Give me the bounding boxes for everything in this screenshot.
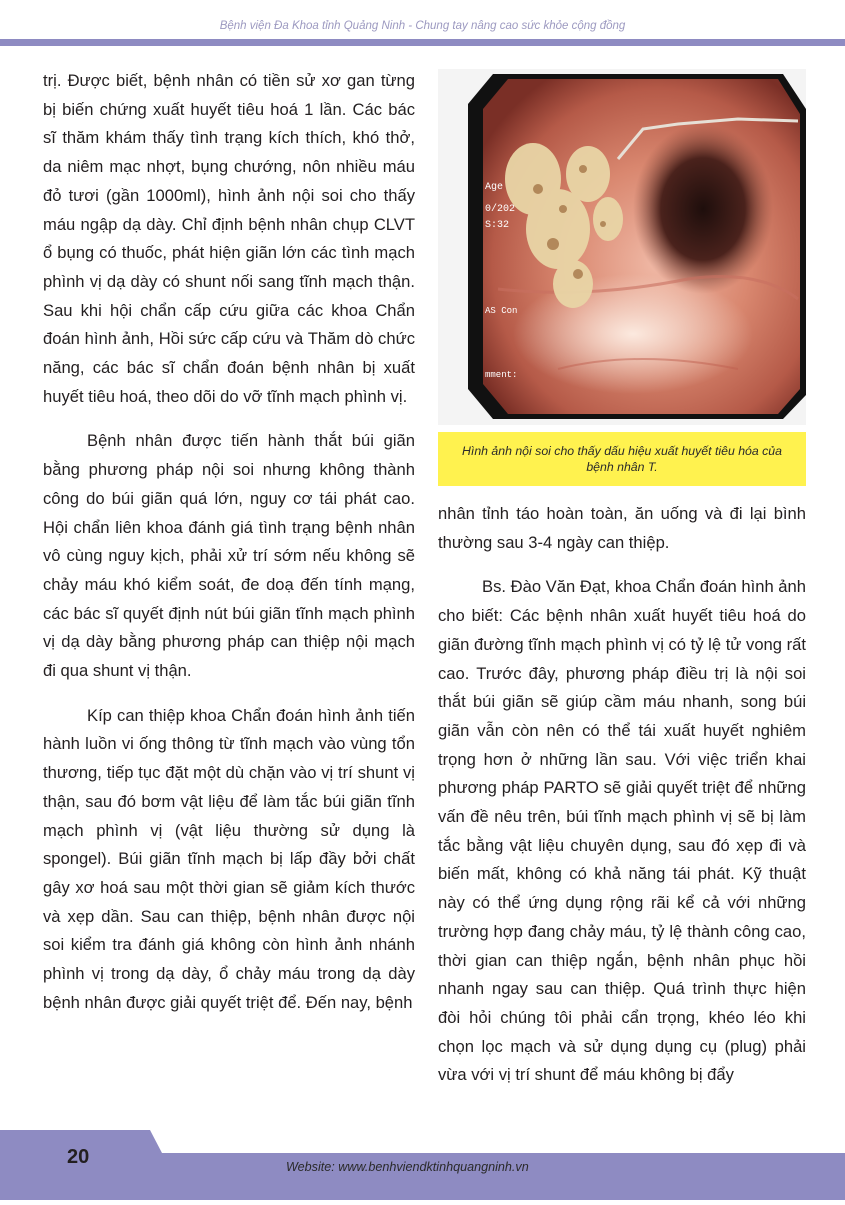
paragraph: nhân tỉnh táo hoàn toàn, ăn uống và đi lại bình thường sau 3-4 ngày can thiệp. [438, 504, 806, 552]
page-number: 20 [67, 1146, 90, 1168]
paragraph: Bs. Đào Văn Đạt, khoa Chẩn đoán hình ảnh cho biết: Các bệnh nhân xuất huyết tiêu hoá do giãn đường tĩnh mạch phình vị có tỷ lệ tử vong rất cao. Trước đây, phương pháp điều trị là nội soi thắt búi giãn sẽ giúp cầm máu nhanh, song búi giãn vẫn còn nên có thể tái xuất huyết nghiêm trọng hơn ở những lần sau. Với việc triển khai phương pháp PARTO sẽ giải quyết triệt để những vấn đề nêu trên, búi tĩnh mạch phình vị sẽ bị làm tắc bằng vật liệu chuyên dụng, sau đó xẹp đi và biến mất, không có khả năng tái phát. Kỹ thuật này có thể ứng dụng rộng rãi kể cả với những trường hợp đang chảy máu, tỷ lệ thành công cao, thời gian can thiệp ngắn, bệnh nhân phục hồi nhanh ngay sau can thiệp. Quá trình thực hiện đòi hỏi chúng tôi phải cẩn trọng, khéo léo khi chọn lọc mạch và sử dụng dụng cụ (plug) phải vừa với vị trí shunt để máu không bị đẩy [438, 577, 806, 1085]
overlay-text: S:32 [485, 220, 510, 231]
overlay-text: 0/202 [485, 204, 516, 215]
paragraph: trị. Được biết, bệnh nhân có tiền sử xơ gan từng bị biến chứng xuất huyết tiêu hoá 1 lần. Các bác sĩ thăm khám thấy tình trạng kích thích, khó thở, da niêm mạc nhợt, bụng chướng, nôn nhiều máu đỏ tươi (gần 1000ml), hình ảnh nội soi cho thấy máu ngập dạ dày. Chỉ định bệnh nhân chụp CLVT ổ bụng có thuốc, phát hiện giãn lớn các tình mạch phình vị dạ dày có shunt nối sang tĩnh mạch thận. Sau khi hội chẩn cấp cứu giữa các khoa Chẩn đoán hình ảnh, Hồi sức cấp cứu và Thăm dò chức năng, các bác sĩ chẩn đoán bệnh nhân bị xuất huyết tiêu hoá, theo dõi do vỡ tĩnh mạch phình vị. [43, 71, 415, 406]
footer-website: Website: www.benhviendktinhquangninh.vn [286, 1160, 529, 1174]
overlay-text: AS Con [485, 306, 518, 316]
overlay-text: Age [485, 182, 504, 193]
article-left-column [43, 67, 415, 1034]
overlay-text: mment: [485, 370, 518, 380]
paragraph: Kíp can thiệp khoa Chẩn đoán hình ảnh tiến hành luồn vi ống thông từ tĩnh mạch vào vùng tổn thương, tiếp tục đặt một dù chặn vào vị trí shunt vị thận, sau đó bơm vật liệu để làm tắc búi giãn tĩnh mạch phình vị (vật liệu thường sử dụng là spongel). Búi giãn tĩnh mạch bị lấp đầy bởi chất gây xơ hoá sau một thời gian sẽ giảm kích thước và xẹp dần. Sau can thiệp, bệnh nhân được nội soi kiểm tra đánh giá không còn hình ảnh nhánh phình vị trong dạ dày, ổ chảy máu trong dạ dày bệnh nhân được giải quyết triệt để. Đến nay, bệnh [43, 705, 415, 1012]
figure-caption: Hình ảnh nội soi cho thấy dấu hiệu xuất huyết tiêu hóa của bệnh nhân T. [462, 444, 782, 474]
header-title: Bệnh viện Đa Khoa tỉnh Quảng Ninh - Chung tay nâng cao sức khỏe cộng đồng [219, 20, 626, 32]
endoscopy-photo [438, 69, 806, 425]
endoscopy-image [438, 69, 806, 425]
paragraph: Bệnh nhân được tiến hành thắt búi giãn bằng phương pháp nội soi nhưng không thành công do búi giãn quá lớn, nguy cơ tái phát cao. Hội chẩn liên khoa đánh giá tình trạng bệnh nhân vô cùng nguy kịch, phải xử trí sớm nếu không sẽ chảy máu khó kiểm soát, đe doạ đến tính mạng, các bác sĩ quyết định nút búi giãn tĩnh mạch phình vị dạ dày bằng phương pháp can thiệp nội mạch đi qua shunt vị thận. [43, 431, 415, 681]
article-right-column [438, 500, 806, 1106]
figure-caption-box [438, 432, 806, 486]
page-header [0, 0, 845, 46]
header-divider [0, 39, 845, 46]
